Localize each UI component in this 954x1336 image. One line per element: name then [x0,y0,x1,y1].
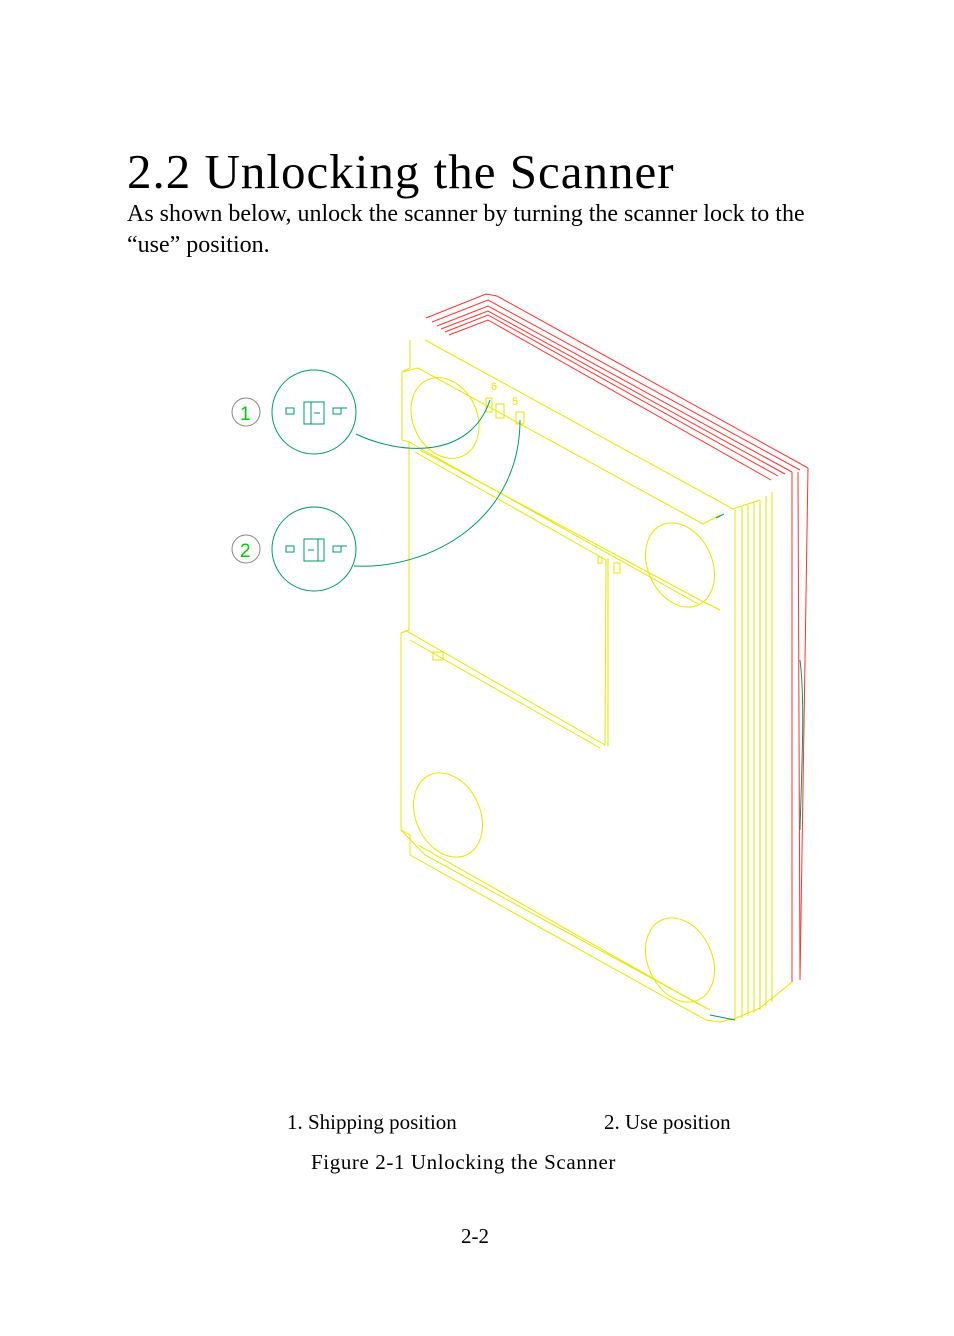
intro-paragraph: As shown below, unlock the scanner by turning the scanner lock to the “use” position. [127,201,805,258]
scanner-body-outline [398,340,792,1022]
caption-shipping-position: 1. Shipping position [287,1110,457,1134]
callout-number-2: 2 [240,541,251,562]
caption-use-position: 2. Use position [604,1110,731,1134]
svg-text:5: 5 [512,396,519,408]
figure-caption: Figure 2-1 Unlocking the Scanner [311,1150,616,1174]
callout-use-position [232,420,520,591]
page-number: 2-2 [461,1224,489,1248]
section-title: 2.2 Unlocking the Scanner [127,144,675,199]
callout-shipping-position [232,370,490,454]
scanner-side-trim [710,514,803,1020]
scanner-top-edge [426,294,808,982]
scanner-line-drawing [0,280,954,1060]
scanner-figure [0,280,954,1060]
svg-text:6: 6 [491,381,498,393]
callout-number-1: 1 [240,404,251,425]
